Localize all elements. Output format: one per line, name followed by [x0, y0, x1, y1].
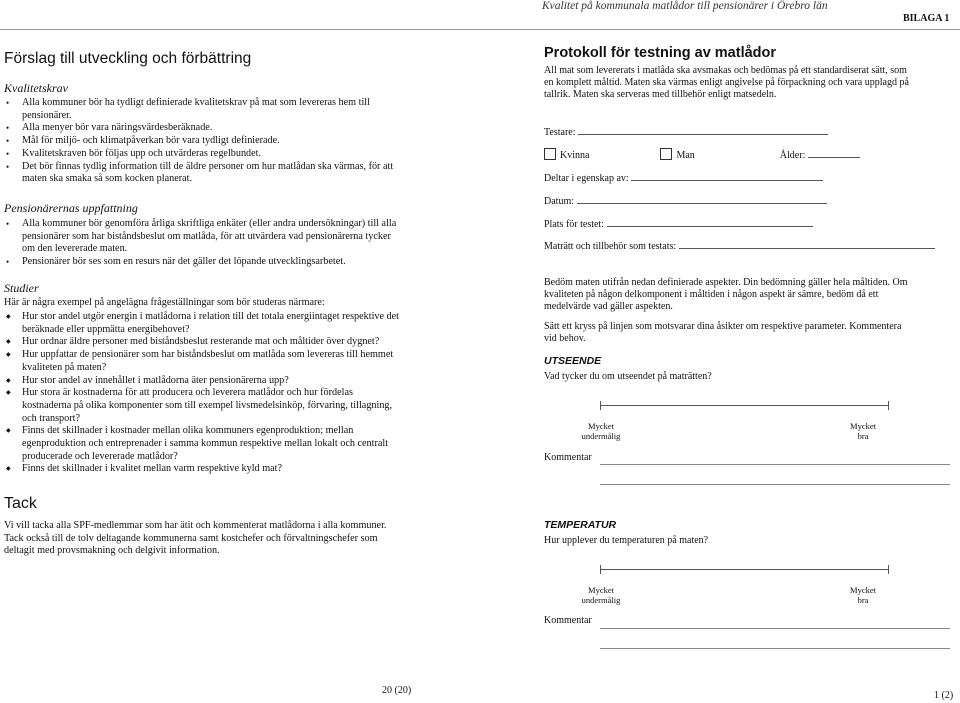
instructions — [544, 277, 954, 313]
list-item: ◆ Hur stora är kostnaderna för att producera och leverera matlådor och hur fördelas kostnaderna på olika komponenter som till exempel livsmedelsinköp, förvaring, tillagning, och transport? — [4, 387, 404, 425]
list-item: • Pensionärer bör ses som en resurs när det gäller det löpande utvecklingsarbetet. — [4, 256, 404, 269]
intro-text — [544, 65, 954, 101]
left-heading: Förslag till utveckling och förbättring — [4, 50, 252, 67]
matratt-input-line[interactable] — [679, 239, 935, 249]
list-item: • Alla kommuner bör genomföra årliga skriftliga enkäter (eller andra undersökningar) till alla pensionärer som har biståndsbeslut om matlåda, för att utvärdera vad pensionärerna tycker om den levererade maten. — [4, 218, 404, 256]
list-item: ◆ Hur stor andel av innehållet i matlådorna äter pensionärerna upp? — [4, 375, 404, 388]
testare-input-line[interactable] — [578, 125, 828, 135]
tack-text — [4, 520, 424, 558]
kvalitetskrav-list — [4, 97, 404, 186]
list-item: • Alla menyer bör vara näringsvärdesberäknade. — [4, 122, 404, 135]
plats-field[interactable] — [544, 217, 954, 231]
utseende-scale-high — [843, 421, 883, 441]
testare-field[interactable] — [544, 125, 954, 139]
scale-tick — [600, 401, 601, 410]
datum-field[interactable] — [544, 194, 954, 208]
instruction-line: medelvärde vad gäller aspekten. — [544, 301, 673, 312]
kvalitetskrav-title: Kvalitetskrav — [4, 81, 68, 95]
instruction-line: vid behov. — [544, 333, 586, 344]
left-page-number: 20 (20) — [382, 685, 412, 696]
right-heading: Protokoll för testning av matlådor — [544, 45, 777, 61]
list-item: ◆ Hur ordnar äldre personer med biståndsbeslut resterande mat och måltider över dygnet? — [4, 336, 404, 349]
deltar-label: Deltar i egenskap av: — [544, 173, 629, 184]
man-checkbox[interactable] — [660, 148, 672, 160]
datum-input-line[interactable] — [577, 194, 827, 204]
temperatur-scale-line[interactable] — [600, 569, 889, 570]
matratt-label: Maträtt och tillbehör som testats: — [544, 241, 677, 252]
appendix-label: BILAGA 1 — [903, 13, 950, 24]
list-item: • Kvalitetskraven bör följas upp och utvärderas regelbundet. — [4, 148, 404, 161]
temperatur-question: Hur upplever du temperaturen på maten? — [544, 535, 709, 546]
list-item: • Mål för miljö- och klimatpåverkan bör vara tydligt definierade. — [4, 135, 404, 148]
datum-label: Datum: — [544, 196, 574, 207]
kvinna-checkbox[interactable] — [544, 148, 556, 160]
tack-title: Tack — [4, 495, 37, 512]
testare-label: Testare: — [544, 127, 576, 138]
intro-line: tallrik. Maten ska serveras med tillbehör enligt matsedeln. — [544, 89, 777, 100]
instruction-line: Sätt ett kryss på linjen som motsvarar dina åsikter om respektive parameter. Kommentera — [544, 321, 902, 332]
list-item: ◆ Hur stor andel utgör energin i matlådorna i relation till det totala energiintaget respektive det beräknade eller uppmätta energibehovet? — [4, 311, 404, 336]
list-item: ◆ Hur uppfattar de pensionärer som har biståndsbeslut om matlåda som levereras till hemmet kvaliteten på maten? — [4, 349, 404, 374]
kvinna-label: Kvinna — [560, 150, 590, 161]
deltar-field[interactable] — [544, 171, 954, 185]
scale-tick — [888, 565, 889, 574]
pensionarer-title: Pensionärernas uppfattning — [4, 201, 138, 215]
intro-line: All mat som levererats i matlåda ska avsmakas och bedömas på ett standardiserat sätt, som — [544, 65, 907, 76]
temperatur-comment-line[interactable] — [600, 628, 950, 629]
utseende-scale-line[interactable] — [600, 405, 889, 406]
scale-high-line: Mycket — [850, 421, 876, 431]
alder-input-line[interactable] — [808, 148, 860, 158]
temperatur-scale-low — [575, 585, 627, 605]
scale-tick — [888, 401, 889, 410]
right-page-number: 1 (2) — [934, 690, 954, 701]
running-title: Kvalitet på kommunala matlådor till pensionärer i Örebro län — [542, 0, 828, 12]
utseende-scale-low — [575, 421, 627, 441]
studier-list — [4, 311, 404, 476]
scale-low-line: undermålig — [581, 595, 621, 605]
plats-label: Plats för testet: — [544, 219, 604, 230]
list-item: • Alla kommuner bör ha tydligt definierade kvalitetskrav på mat som levereras hem till pensionärer. — [4, 97, 404, 122]
scale-high-line: bra — [857, 431, 869, 441]
temperatur-comment-line[interactable] — [600, 648, 950, 649]
temperatur-title: TEMPERATUR — [544, 519, 617, 531]
gender-age-row — [544, 148, 954, 162]
temperatur-scale-high — [843, 585, 883, 605]
utseende-title: UTSEENDE — [544, 355, 602, 367]
list-item: • Det bör finnas tydlig information till de äldre personer om hur matlådan ska värmas, för att maten ska smaka så som kocken planerat. — [4, 161, 404, 186]
deltar-input-line[interactable] — [631, 171, 823, 181]
scale-low-line: Mycket — [588, 585, 614, 595]
header-divider — [0, 29, 960, 30]
alder-label: Ålder: — [779, 150, 806, 161]
studier-intro: Här är några exempel på angelägna frågeställningar som bör studeras närmare: — [4, 297, 325, 308]
temperatur-comment-label: Kommentar — [544, 615, 592, 626]
tack-line: Vi vill tacka alla SPF-medlemmar som har ätit och kommenterat matlådorna i alla kommuner. — [4, 520, 387, 531]
man-label: Man — [676, 150, 695, 161]
scale-low-line: Mycket — [588, 421, 614, 431]
studier-title: Studier — [4, 281, 39, 295]
intro-line: en komplett måltid. Maten ska värmas enligt angivelse på förpackning och vara upplagd på — [544, 77, 909, 88]
utseende-comment-label: Kommentar — [544, 452, 592, 463]
matratt-field[interactable] — [544, 239, 954, 253]
plats-input-line[interactable] — [607, 217, 813, 227]
instruction-line: Bedöm maten utifrån nedan definierade aspekter. Din bedömning gäller hela måltiden. Om — [544, 277, 908, 288]
list-item: ◆ Finns det skillnader i kvalitet mellan varm respektive kyld mat? — [4, 463, 404, 476]
scale-low-line: undermålig — [581, 431, 621, 441]
scale-tick — [600, 565, 601, 574]
utseende-comment-line[interactable] — [600, 464, 950, 465]
list-item: ◆ Finns det skillnader i kostnader mellan olika kommuners egenproduktion; mellan egenproduktion och entreprenader i samma kommun respektive mellan lokalt och centralt producerade och levererade matlådor? — [4, 425, 404, 463]
scale-high-line: bra — [857, 595, 869, 605]
utseende-question: Vad tycker du om utseendet på maträtten? — [544, 371, 712, 382]
utseende-comment-line[interactable] — [600, 484, 950, 485]
instruction-line: kvaliteten på någon delkomponent i måltiden i någon aspekt är sämre, bedöm då ett — [544, 289, 879, 300]
tack-line: deltagit med provsmakning och delgivit information. — [4, 545, 220, 557]
scale-high-line: Mycket — [850, 585, 876, 595]
pensionarer-list — [4, 218, 404, 269]
tack-line: Tack också till de tolv deltagande kommunerna samt kostchefer och förvaltningschefer som — [4, 532, 378, 544]
instructions-2 — [544, 321, 954, 345]
